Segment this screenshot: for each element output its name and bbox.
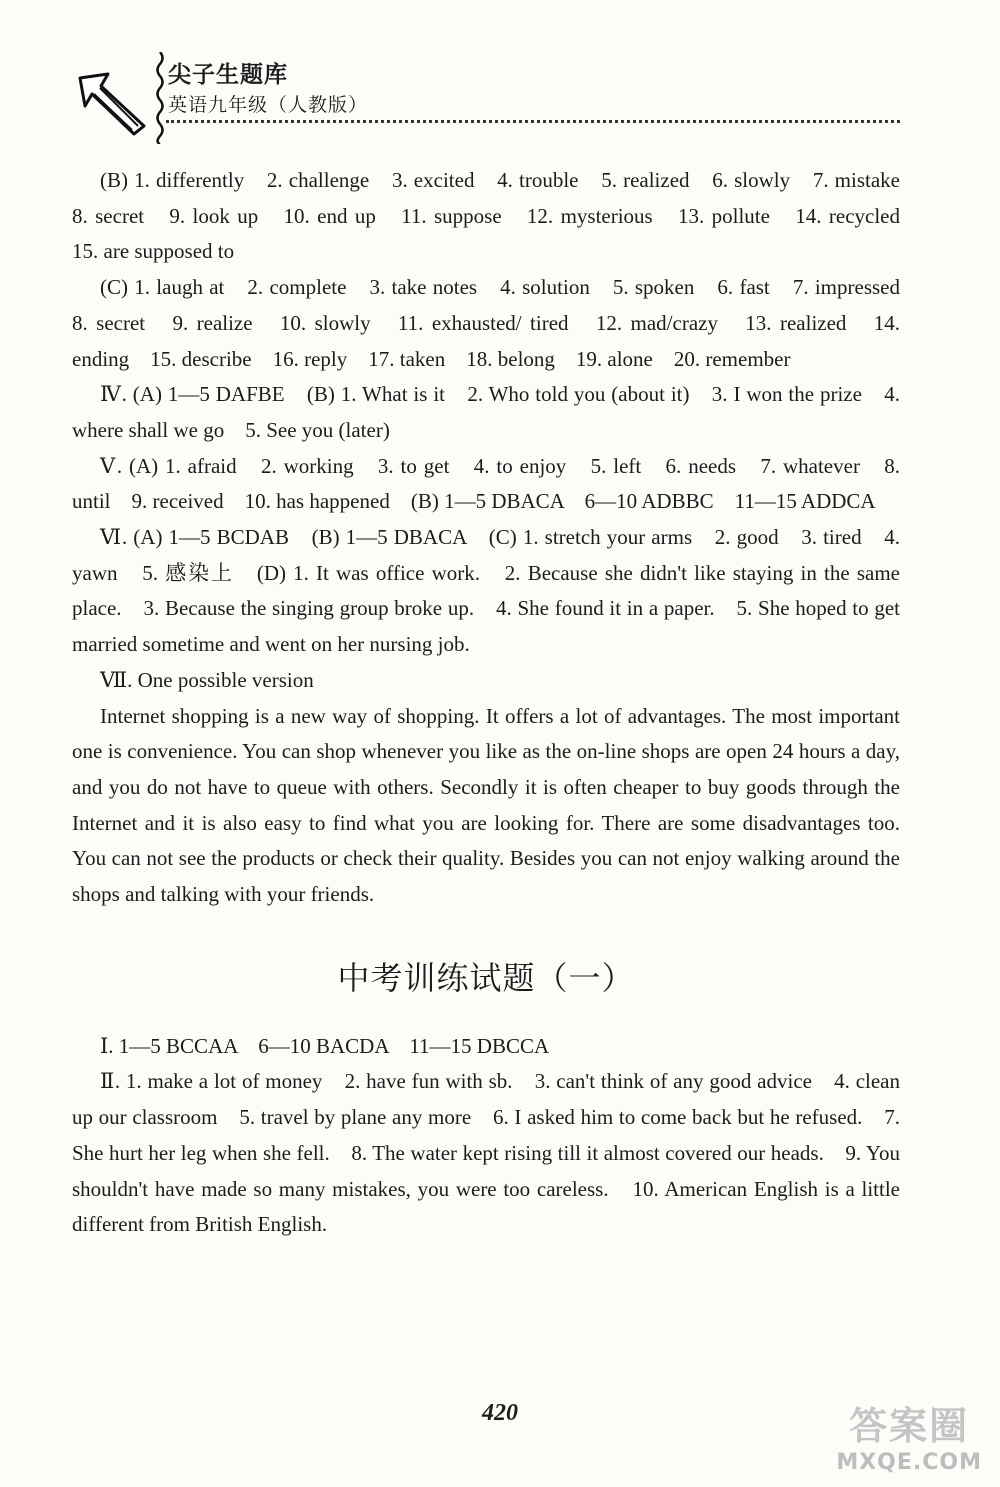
book-subtitle: 英语九年级（人教版） (168, 94, 369, 116)
watermark-url: MXQE.COM (836, 1450, 982, 1475)
book-title: 尖子生题库 (168, 62, 288, 88)
page-header (70, 48, 910, 148)
answer-paragraph: Ⅱ. 1. make a lot of money 2. have fun with sb. 3. can't think of any good advice 4. clean up our classroom 5. travel by plane any more 6. I asked him to come back but he refused. 7. She hurt her leg when she fell. 8. The water kept rising till it almost covered our heads. 9. You shouldn't have made so many mistakes, you were too careless. 10. American English is a little different from British English. (72, 1069, 900, 1237)
answer-paragraph: Ⅶ. One possible version (100, 667, 314, 692)
answer-paragraph: (C) 1. laugh at 2. complete 3. take notes 4. solution 5. spoken 6. fast 7. impressed 8. secret 9. realize 10. slowly 11. exhausted/ tired 12. mad/crazy 13. realized 14. ending 15. describe 16. reply 17. taken 18. belong 19. alone 20. remember (72, 275, 921, 371)
essay-paragraph: Internet shopping is a new way of shopping. It offers a lot of advantages. The most important one is convenience. You can shop whenever you like as the on-line shops are open 24 hours a day, and you do not have to queue with others. Secondly it is often cheaper to buy goods through the Internet and it is also easy to find what you are looking for. There are some disadvantages too. You can not see the products or check their quality. Besides you can not enjoy walking around the shops and talking with your friends. (72, 703, 900, 907)
answer-paragraph: (B) 1. differently 2. challenge 3. excited 4. trouble 5. realized 6. slowly 7. mistake 8. secret 9. look up 10. end up 11. suppose 12. mysterious 13. pollute 14. recycled 15. are supposed to (72, 168, 921, 264)
answer-paragraph: Ⅴ. (A) 1. afraid 2. working 3. to get 4. to enjoy 5. left 6. needs 7. whatever 8. until 9. received 10. has happened (B) 1—5 DBACA 6—10 ADBBC 11—15 ADDCA (72, 453, 900, 514)
header-dotted-divider (166, 120, 900, 123)
wavy-line-decoration (154, 52, 166, 144)
answer-paragraph: Ⅳ. (A) 1—5 DAFBE (B) 1. What is it 2. Who told you (about it) 3. I won the prize 4. where shall we go 5. See you (later) (72, 382, 900, 442)
watermark-logo: 答案圈 (849, 1404, 970, 1448)
answer-paragraph: Ⅰ. 1—5 BCCAA 6—10 BACDA 11—15 DBCCA (100, 1033, 550, 1058)
answer-paragraph: Ⅵ. (A) 1—5 BCDAB (B) 1—5 DBACA (C) 1. stretch your arms 2. good 3. tired 4. yawn 5. 感染上 (D) 1. It was office work. 2. Because she didn't like staying in the same place. 3. Because the singing group broke up. 4. She found it in a paper. 5. She hoped to get married sometime and went on her nursing job. (72, 525, 900, 657)
page-number: 420 (482, 1400, 518, 1426)
arrow-icon (78, 72, 148, 136)
section-heading: 中考训练试题（一） (337, 958, 635, 997)
answer-content (72, 163, 921, 1243)
watermark (836, 1395, 982, 1475)
